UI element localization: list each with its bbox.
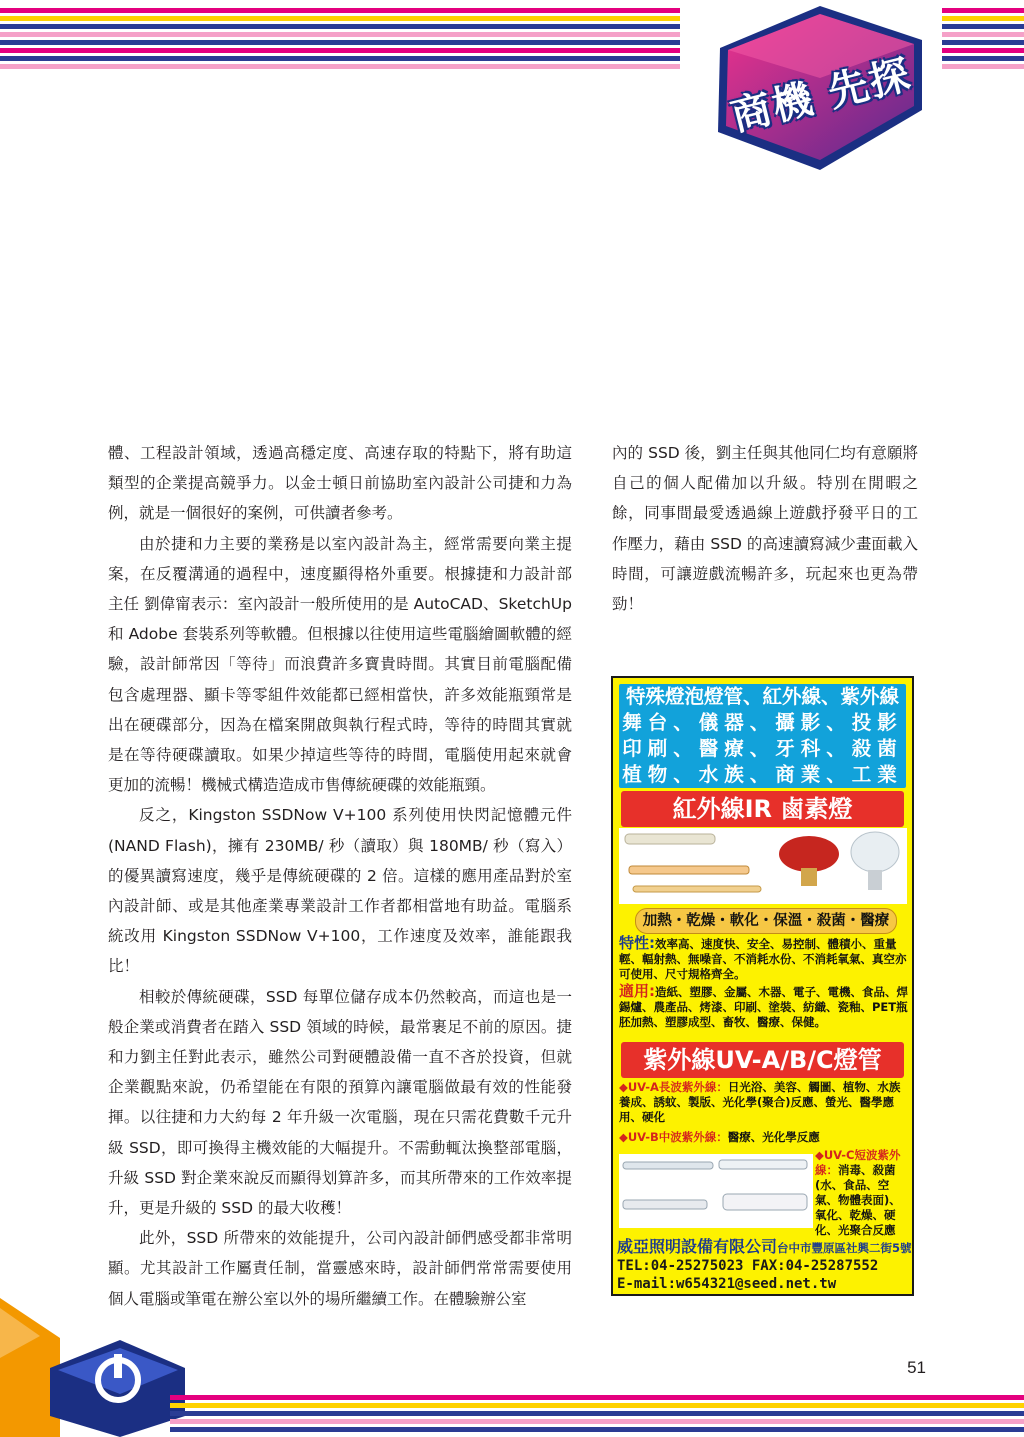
ad-company-name: 威亞照明設備有限公司 bbox=[617, 1237, 778, 1256]
ad-uvc-row bbox=[815, 1148, 909, 1238]
ad-uvc-text: 消毒、殺菌(水、食品、空氣、物體表面)、氧化、乾燥、硬化、光聚合反應 bbox=[815, 1163, 901, 1237]
article-right-column bbox=[612, 438, 918, 619]
halogen-lamps-photo bbox=[619, 828, 907, 904]
paragraph: 體、工程設計領域，透過高穩定度、高速存取的特點下，將有助這類型的企業提高競爭力。以金士頓日前協助室內設計公司捷和力為例，就是一個很好的案例，可供讀者參考。 bbox=[108, 444, 572, 523]
uv-tubes-photo bbox=[619, 1154, 813, 1228]
ad-uvb-text: 醫療、光化學反應 bbox=[727, 1130, 820, 1144]
article-left-column bbox=[108, 438, 572, 1314]
ad-traits-key: 特性: bbox=[619, 934, 655, 952]
ad-uvb-key: ◆UV-B中波紫外線： bbox=[619, 1130, 728, 1144]
ad-features-pill: 加熱・乾燥・軟化・保溫・殺菌・醫療 bbox=[635, 908, 897, 934]
ad-uvb-row bbox=[619, 1130, 909, 1145]
ad-apply-text: 造紙、塑膠、金屬、木器、電子、電機、食品、焊錫爐、農產品、烤漆、印刷、塗裝、紡織、瓷釉、PET瓶胚加熱、塑膠成型、畜牧、醫療、保健。 bbox=[619, 985, 908, 1029]
ad-uva-row bbox=[619, 1080, 909, 1125]
ad-company-line bbox=[617, 1234, 912, 1257]
ad-applications-box bbox=[619, 684, 906, 788]
ad-ir-title: 紅外線IR 鹵素燈 bbox=[621, 791, 904, 827]
top-left-stripes bbox=[0, 8, 680, 72]
power-symbol-icon bbox=[0, 1298, 190, 1437]
paragraph: 由於捷和力主要的業務是以室內設計為主，經常需要向業主提案，在反覆溝通的過程中，速度顯得格外重要。根據捷和力設計部主任 劉偉甯表示：室內設計一般所使用的是 AutoCAD、SketchUp 和 Adobe 套裝系列等軟體。但根據以往使用這些電腦繪圖軟體的經驗，設計師常因「等待」而浪費許多寶貴時間。其實目前電腦配備包含處理器、顯卡等零組件效能都已經相當快，許多效能瓶頸常是出在硬碟部分，因為在檔案開啟與執行程式時，等待的時間其實就是在等待硬碟讀取。如果少掉這些等待的時間，電腦使用起來就會更加的流暢！機械式構造造成市售傳統硬碟的效能瓶頸。 bbox=[108, 534, 572, 795]
paragraph: 此外，SSD 所帶來的效能提升，公司內設計師們感受都非常明顯。尤其設計工作屬責任制，當靈感來時，設計師們常常需要使用個人電腦或筆電在辦公室以外的場所繼續工作。在體驗辦公室 bbox=[108, 1229, 572, 1308]
ad-applications-line: 舞台、儀器、攝影、投影 bbox=[622, 711, 903, 734]
paragraph: 反之，Kingston SSDNow V+100 系列使用快閃記憶體元件 (NAND Flash)，擁有 230MB/ 秒（讀取）與 180MB/ 秒（寫入）的優異讀寫速度，幾乎是傳統硬碟的 2 倍。這樣的應用產品對於室內設計師、或是其他產業專業設計工作者都相當地有助益。電腦系統改用 Kingston SSDNow V+100，工作速度及效率，誰能跟我比！ bbox=[108, 806, 572, 976]
ad-uvc-key: ◆UV-C短波紫外線： bbox=[815, 1148, 901, 1177]
ad-applications-line: 植物、水族、商業、工業 bbox=[622, 763, 903, 786]
section-badge-title: 商機 先探 bbox=[726, 51, 917, 141]
ad-applications-line: 特殊燈泡燈管、紅外線、紫外線 bbox=[625, 685, 899, 708]
paragraph: 內的 SSD 後，劉主任與其他同仁均有意願將自己的個人配備加以升級。特別在閒暇之餘，同事間最愛透過線上遊戲抒發平日的工作壓力，藉由 SSD 的高速讀寫減少畫面載入時間，可讓遊戲流暢許多，玩起來也更為帶勁！ bbox=[612, 444, 918, 614]
ad-traits-text: 效率高、速度快、安全、易控制、體積小、重量輕、輻射熱、無噪音、不消耗水份、不消耗氧氣、真空亦可使用、尺寸規格齊全。 bbox=[619, 937, 907, 981]
bottom-stripes bbox=[170, 1395, 1024, 1435]
ad-applications-line: 印刷、醫療、牙科、殺菌 bbox=[622, 737, 903, 760]
page-number: 51 bbox=[907, 1358, 926, 1377]
ad-tel-fax: TEL:04-25275023 FAX:04-25287552 bbox=[617, 1258, 879, 1274]
top-right-stripes bbox=[942, 8, 1024, 72]
ad-uv-title: 紫外線UV-A/B/C燈管 bbox=[621, 1042, 904, 1078]
paragraph: 相較於傳統硬碟，SSD 每單位儲存成本仍然較高，而這也是一般企業或消費者在踏入 SSD 領域的時候，最常裹足不前的原因。捷和力劉主任對此表示，雖然公司對硬體設備一直不吝於投資，但就企業觀點來說，仍希望能在有限的預算內讓電腦做最有效的性能發揮。以往捷和力大約每 2 年升級一次電腦，現在只需花費數千元升級 SSD，即可換得主機效能的大幅提升。不需動輒汰換整部電腦，升級 SSD 對企業來說反而顯得划算許多，而其所帶來的工作效率提升，更是升級的 SSD 的最大收穫！ bbox=[108, 987, 572, 1218]
ad-apply-row bbox=[619, 984, 909, 1030]
ad-uva-key: ◆UV-A長波紫外線： bbox=[619, 1080, 728, 1094]
ad-uva-text: 日光浴、美容、觸圖、植物、水族養成、誘蚊、製版、光化學(聚合)反應、螢光、醫學應用、硬化 bbox=[619, 1080, 901, 1124]
lighting-advertisement bbox=[611, 676, 914, 1296]
ad-apply-key: 適用: bbox=[619, 982, 655, 1000]
ad-email: E-mail:w654321@seed.net.tw bbox=[617, 1276, 837, 1292]
ad-traits-row bbox=[619, 936, 909, 982]
ad-company-address: 台中市豐原區社興二街5號 bbox=[777, 1241, 912, 1255]
